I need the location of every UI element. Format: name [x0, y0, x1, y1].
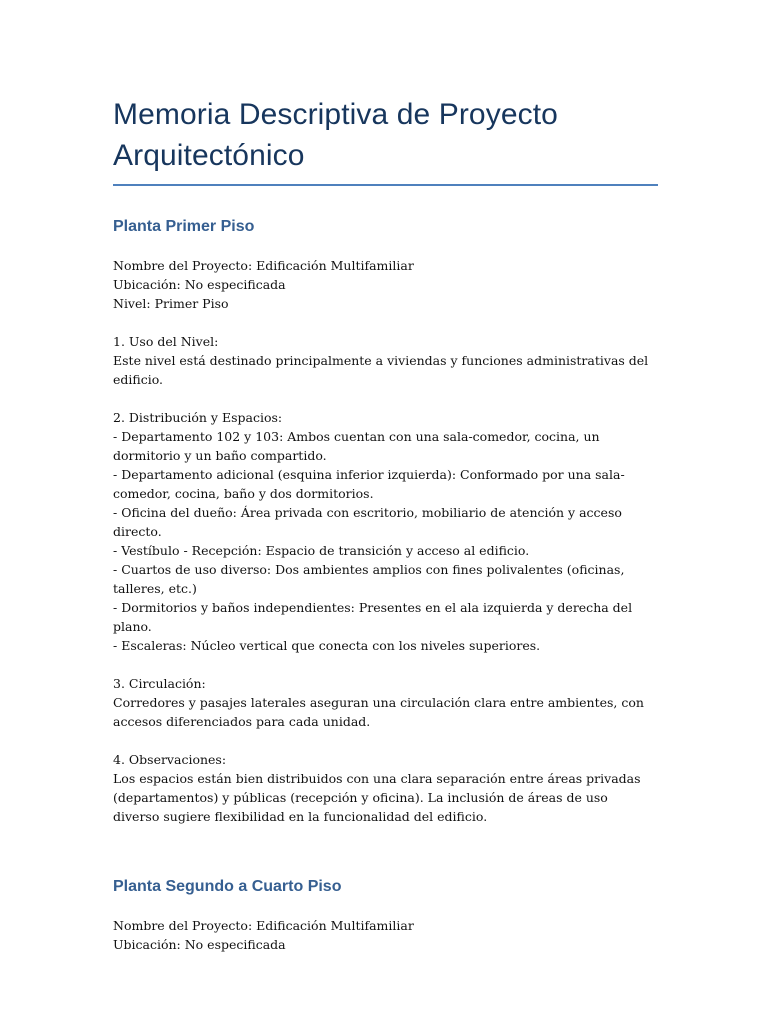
list-item: - Vestíbulo - Recepción: Espacio de transición y acceso al edificio. — [113, 543, 530, 558]
circulacion-block — [113, 674, 658, 731]
project-info-block — [113, 256, 658, 313]
observaciones-block — [113, 750, 658, 826]
project-name-line: Nombre del Proyecto: Edificación Multifamiliar — [113, 918, 414, 933]
observaciones-title: 4. Observaciones: — [113, 752, 227, 767]
level-line: Nivel: Primer Piso — [113, 296, 229, 311]
circulacion-title: 3. Circulación: — [113, 676, 206, 691]
section-heading-segundo-cuarto-piso: Planta Segundo a Cuarto Piso — [113, 878, 342, 895]
uso-del-nivel-block — [113, 332, 658, 389]
circulacion-text: Corredores y pasajes laterales aseguran una circulación clara entre ambientes, con accesos diferenciados para cada unidad. — [113, 695, 644, 729]
list-item: - Dormitorios y baños independientes: Presentes en el ala izquierda y derecha del plano. — [113, 600, 633, 634]
list-item: - Escaleras: Núcleo vertical que conecta con los niveles superiores. — [113, 638, 541, 653]
observaciones-text: Los espacios están bien distribuidos con una clara separación entre áreas privadas (departamentos) y públicas (recepción y oficina). La inclusión de áreas de uso diverso sugiere flexibilidad en la funcionalidad del edificio. — [113, 771, 641, 824]
uso-text: Este nivel está destinado principalmente a viviendas y funciones administrativas del edificio. — [113, 353, 649, 387]
document-title: Memoria Descriptiva de Proyecto Arquitectónico — [113, 94, 658, 186]
section-heading-primer-piso: Planta Primer Piso — [113, 218, 255, 235]
location-line: Ubicación: No especificada — [113, 277, 286, 292]
list-item: - Departamento adicional (esquina inferior izquierda): Conformado por una sala-comedor, cocina, baño y dos dormitorios. — [113, 467, 625, 501]
list-item: - Oficina del dueño: Área privada con escritorio, mobiliario de atención y acceso directo. — [113, 505, 622, 539]
distribucion-title: 2. Distribución y Espacios: — [113, 410, 283, 425]
distribucion-block — [113, 408, 658, 655]
document-page — [113, 94, 658, 954]
uso-title: 1. Uso del Nivel: — [113, 334, 219, 349]
list-item: - Departamento 102 y 103: Ambos cuentan con una sala-comedor, cocina, un dormitorio y un baño compartido. — [113, 429, 600, 463]
list-item: - Cuartos de uso diverso: Dos ambientes amplios con fines polivalentes (oficinas, talleres, etc.) — [113, 562, 625, 596]
project-info-block-2 — [113, 916, 658, 954]
project-name-line: Nombre del Proyecto: Edificación Multifamiliar — [113, 258, 414, 273]
location-line: Ubicación: No especificada — [113, 937, 286, 952]
